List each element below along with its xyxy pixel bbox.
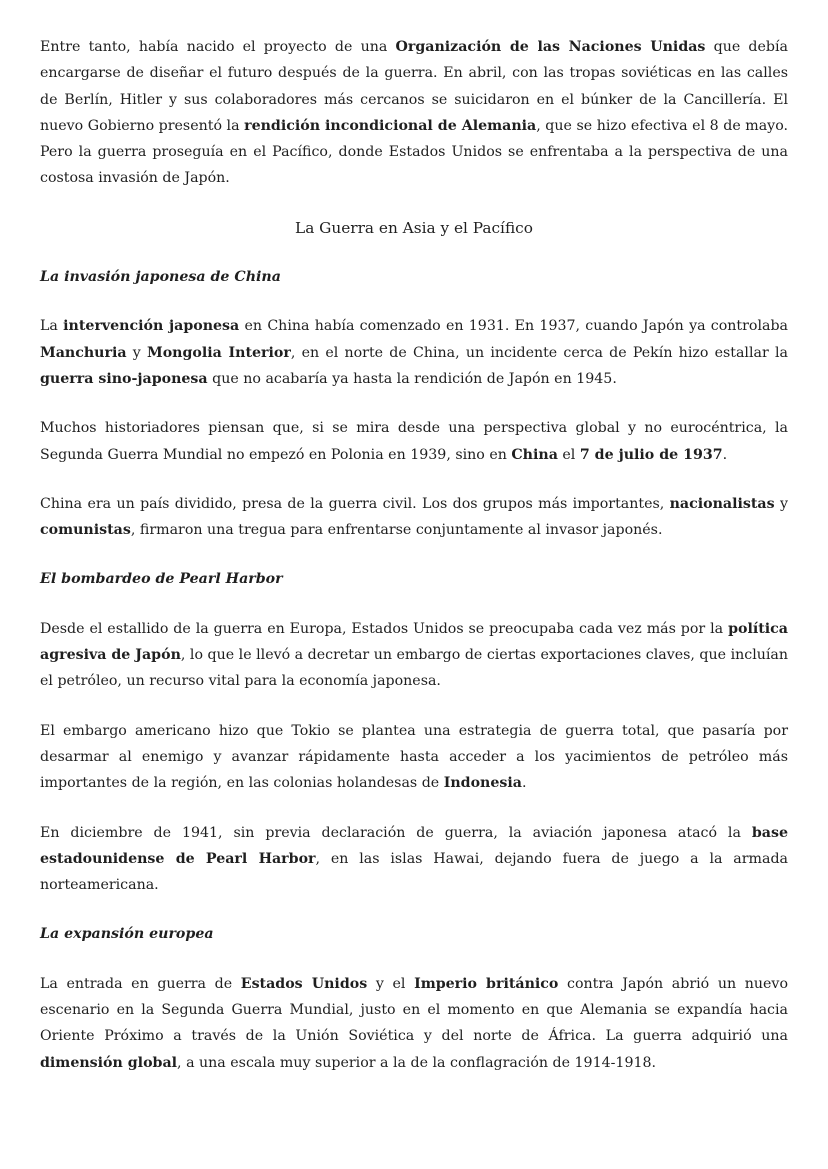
text-run: que debía encargarse de diseñar el futuro después de la guerra. En abril, con las tropas soviéticas en las calles de Berlín, Hitler y sus colaboradores más cercanos se suicidaron en el búnker de la Cancillería. El nuevo Gobierno presentó la — [40, 39, 788, 134]
paragraph-un-project — [40, 34, 788, 192]
text-run: el — [557, 446, 580, 463]
subheading-china-invasion: La invasión japonesa de China — [40, 269, 281, 286]
text-run: En diciembre de 1941, sin previa declaración de guerra, la aviación japonesa atacó la — [40, 824, 752, 841]
paragraph-divided-china — [40, 491, 788, 544]
paragraph-global-war — [40, 971, 788, 1076]
text-run: , lo que le llevó a decretar un embargo de ciertas exportaciones claves, que incluían el petróleo, un recurso vital para la economía japonesa. — [40, 647, 788, 690]
bold-term: Indonesia — [443, 775, 522, 792]
bold-term: Organización de las Naciones Unidas — [395, 39, 706, 55]
text-run: , firmaron una tregua para enfrentarse conjuntamente al invasor japonés. — [130, 522, 663, 539]
text-run: Muchos historiadores piensan que, si se mira desde una perspectiva global y no eurocéntrica, la Segunda Guerra Mundial no empezó en Polonia en 1939, sino en — [40, 420, 788, 463]
text-run: y — [774, 495, 788, 512]
text-run: La — [40, 318, 64, 335]
text-run: . — [521, 775, 527, 792]
bold-term: guerra sino-japonesa — [40, 370, 208, 387]
text-run: que no acabaría ya hasta la rendición de Japón en 1945. — [207, 370, 617, 387]
document-page — [40, 34, 788, 1099]
bold-term: Mongolia Interior — [147, 344, 291, 361]
bold-term: dimensión global — [40, 1054, 178, 1071]
text-run: China era un país dividido, presa de la guerra civil. Los dos grupos más importantes, — [40, 495, 670, 512]
text-run: El embargo americano hizo que Tokio se plantea una estrategia de guerra total, que pasaría por desarmar al enemigo y avanzar rápidamente hasta acceder a los yacimientos de petróleo más importantes de la región, en las colonias holandesas de — [40, 722, 788, 792]
bold-term: rendición incondicional de Alemania — [244, 117, 537, 134]
text-run: La entrada en guerra de — [40, 975, 241, 992]
bold-term: Estados Unidos — [240, 975, 368, 992]
bold-term: 7 de julio de 1937 — [579, 446, 723, 463]
paragraph-japanese-intervention — [40, 313, 788, 392]
paragraph-historians — [40, 415, 788, 468]
text-run: y — [126, 344, 148, 361]
text-run: . — [722, 446, 728, 463]
text-run: contra Japón abrió un nuevo escenario en la Segunda Guerra Mundial, justo en el momento en que Alemania se expandía hacia Oriente Próximo a través de la Unión Soviética y del norte de África. La guerra adquirió una — [40, 975, 788, 1045]
bold-term: base estadounidense de Pearl Harbor — [40, 824, 788, 867]
text-run: en China había comenzado en 1931. En 1937, cuando Japón ya controlaba — [239, 318, 788, 335]
bold-term: política agresiva de Japón — [40, 620, 788, 664]
text-run: Desde el estallido de la guerra en Europa, Estados Unidos se preocupaba cada vez más por la — [40, 620, 729, 637]
text-run: , en el norte de China, un incidente cerca de Pekín hizo estallar la — [290, 344, 788, 361]
bold-term: Manchuria — [40, 344, 127, 361]
bold-term: China — [511, 446, 558, 463]
paragraph-pearl-harbor-attack — [40, 820, 788, 899]
bold-term: nacionalistas — [669, 495, 775, 512]
bold-term: comunistas — [40, 522, 131, 539]
text-run: y el — [367, 975, 415, 992]
text-run: , en las islas Hawai, dejando fuera de juego a la armada norteamericana. — [40, 850, 788, 894]
bold-term: Imperio británico — [414, 975, 559, 992]
text-run: Entre tanto, había nacido el proyecto de una — [40, 39, 396, 55]
paragraph-tokio-strategy — [40, 718, 788, 797]
text-run: , a una escala muy superior a la de la conflagración de 1914-1918. — [177, 1054, 657, 1071]
section-title: La Guerra en Asia y el Pacífico — [295, 218, 533, 237]
subheading-pearl-harbor: El bombardeo de Pearl Harbor — [40, 571, 283, 588]
paragraph-us-embargo — [40, 616, 788, 695]
text-run: , que se hizo efectiva el 8 de mayo. Pero la guerra proseguía en el Pacífico, donde Estados Unidos se enfrentaba a la perspectiva de una costosa invasión de Japón. — [40, 117, 788, 187]
subheading-european-expansion: La expansión europea — [40, 926, 214, 943]
bold-term: intervención japonesa — [63, 318, 240, 335]
